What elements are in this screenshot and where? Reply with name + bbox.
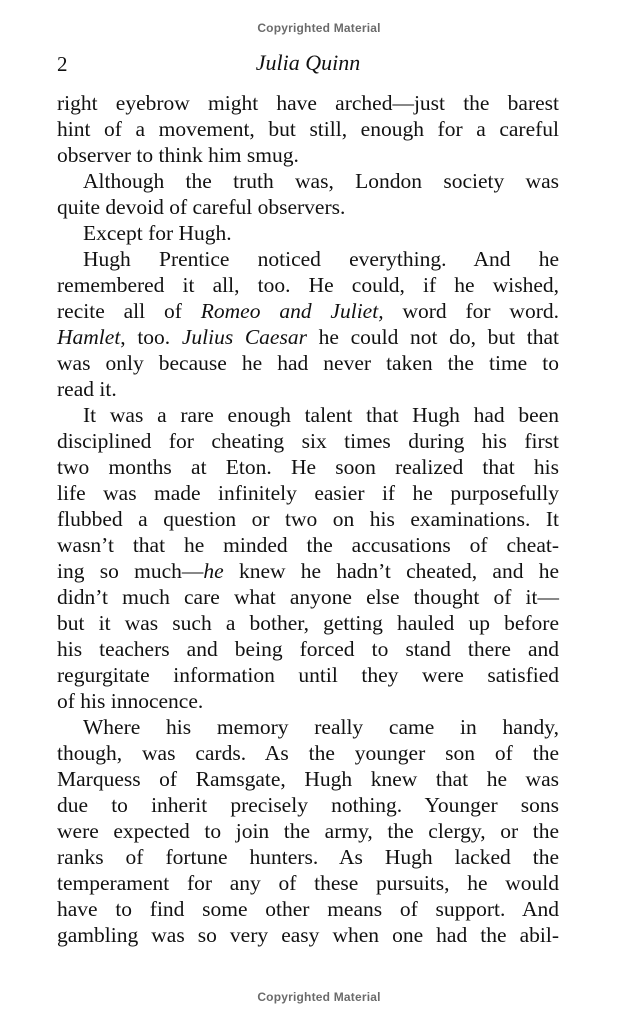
running-head	[57, 48, 559, 78]
text-run: have to find some other means of support. And	[57, 897, 559, 921]
text-line	[57, 272, 559, 298]
text-line	[57, 402, 559, 428]
text-run: though, was cards. As the younger son of the	[57, 741, 559, 765]
text-line	[57, 168, 559, 194]
text-line	[57, 870, 559, 896]
text-run: regurgitate information until they were satisfied	[57, 663, 559, 687]
text-line	[57, 688, 559, 714]
text-line	[57, 350, 559, 376]
text-run: his teachers and being forced to stand there and	[57, 637, 559, 661]
italic-text: Hamlet	[57, 325, 121, 349]
text-run: word for word.	[383, 299, 559, 323]
text-line	[57, 220, 559, 246]
text-line	[57, 324, 559, 350]
text-line	[57, 818, 559, 844]
text-run: ranks of fortune hunters. As Hugh lacked the	[57, 845, 559, 869]
text-run: Although the truth was, London society was	[83, 169, 559, 193]
text-run: disciplined for cheating six times during his first	[57, 429, 559, 453]
text-run: Where his memory really came in handy,	[83, 715, 559, 739]
body-text	[57, 90, 559, 948]
text-run: Except for Hugh.	[83, 221, 232, 245]
text-run: Hugh Prentice noticed everything. And he	[83, 247, 559, 271]
text-line	[57, 844, 559, 870]
text-line	[57, 610, 559, 636]
text-run: was only because he had never taken the time to	[57, 351, 559, 375]
text-line	[57, 246, 559, 272]
text-line	[57, 584, 559, 610]
text-run: were expected to join the army, the clergy, or the	[57, 819, 559, 843]
text-line	[57, 480, 559, 506]
text-line	[57, 376, 559, 402]
text-run: read it.	[57, 377, 117, 401]
text-run: observer to think him smug.	[57, 143, 299, 167]
text-run: of his innocence.	[57, 689, 204, 713]
text-line	[57, 922, 559, 948]
text-run: didn’t much care what anyone else thought of it—	[57, 585, 559, 609]
text-run: It was a rare enough talent that Hugh had been	[83, 403, 559, 427]
text-line	[57, 454, 559, 480]
text-run: flubbed a question or two on his examinations. It	[57, 507, 559, 531]
text-run: wasn’t that he minded the accusations of cheat-	[57, 533, 559, 557]
text-line	[57, 896, 559, 922]
text-run: remembered it all, too. He could, if he wished,	[57, 273, 559, 297]
text-run: he could not do, but that	[306, 325, 560, 349]
text-run: right eyebrow might have arched—just the barest	[57, 91, 559, 115]
running-title: Julia Quinn	[255, 50, 361, 75]
text-run: two months at Eton. He soon realized that his	[57, 455, 559, 479]
text-run: but it was such a bother, getting hauled up before	[57, 611, 559, 635]
page-number: 2	[57, 52, 68, 76]
copyright-banner-bottom: Copyrighted Material	[257, 990, 381, 1004]
text-run: life was made infinitely easier if he purposefully	[57, 481, 559, 505]
text-line	[57, 766, 559, 792]
text-line	[57, 792, 559, 818]
text-run: quite devoid of careful observers.	[57, 195, 346, 219]
text-line	[57, 116, 559, 142]
text-line	[57, 506, 559, 532]
text-line	[57, 558, 559, 584]
text-run: recite all of	[57, 299, 201, 323]
text-line	[57, 740, 559, 766]
text-line	[57, 532, 559, 558]
text-run: Marquess of Ramsgate, Hugh knew that he was	[57, 767, 559, 791]
text-line	[57, 662, 559, 688]
text-run: temperament for any of these pursuits, he would	[57, 871, 559, 895]
text-run: , too.	[120, 325, 182, 349]
text-line	[57, 90, 559, 116]
text-run: due to inherit precisely nothing. Younger sons	[57, 793, 559, 817]
text-run: hint of a movement, but still, enough for a careful	[57, 117, 559, 141]
copyright-banner-top: Copyrighted Material	[257, 21, 381, 35]
text-line	[57, 636, 559, 662]
text-line	[57, 142, 559, 168]
italic-text: Julius Caesar	[181, 325, 307, 349]
italic-text: Romeo and Juliet,	[200, 299, 384, 323]
text-line	[57, 194, 559, 220]
italic-text: he	[203, 559, 224, 583]
text-line	[57, 298, 559, 324]
text-line	[57, 428, 559, 454]
text-run: gambling was so very easy when one had the abil-	[57, 923, 559, 947]
text-line	[57, 714, 559, 740]
text-run: knew he hadn’t cheated, and he	[223, 559, 560, 583]
text-run: ing so much—	[57, 559, 204, 583]
